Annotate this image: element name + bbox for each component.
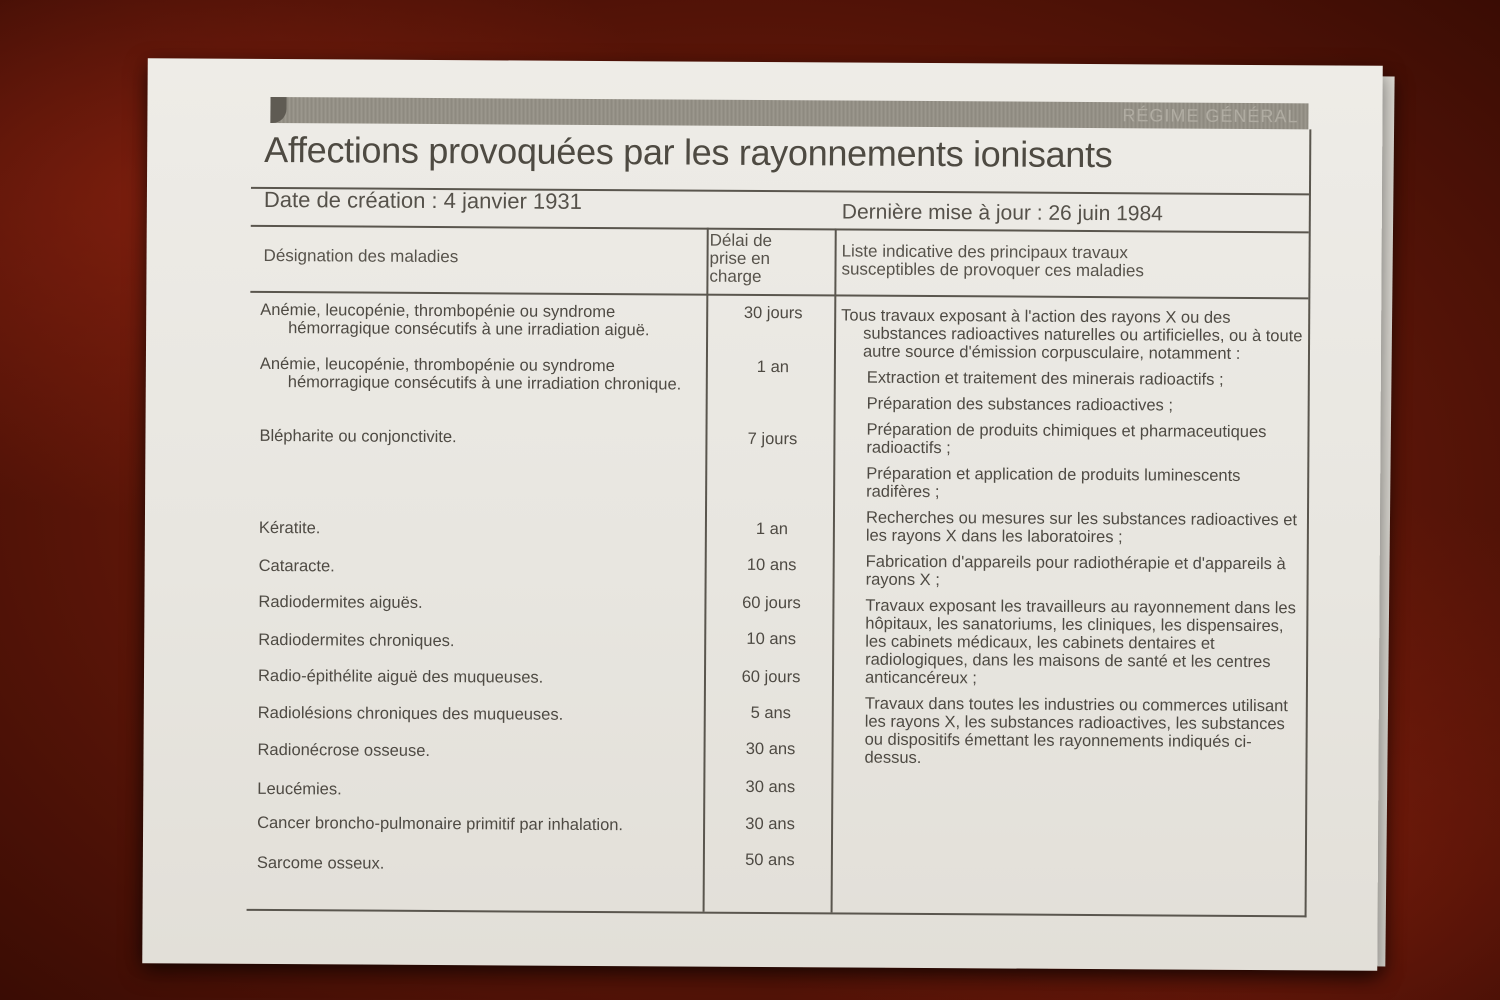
column-header-works: Liste indicative des principaux travaux susceptibles de provoquer ces maladies (841, 241, 1144, 281)
column-header-delay: Délai de prise en charge (709, 230, 773, 286)
disease-name: Cataracte. (258, 556, 335, 576)
works-item: Préparation et application de produits luminescents radifères ; (866, 464, 1241, 502)
disease-name: Radionécrose osseuse. (257, 740, 431, 760)
delay-value: 7 jours (747, 429, 798, 449)
works-item: Fabrication d'appareils pour radiothérapie et d'appareils à rayons X ; (865, 552, 1286, 590)
disease-name: Radio-épithélite aiguë des muqueuses. (257, 666, 544, 687)
delay-value: 1 an (755, 519, 789, 539)
disease-row (255, 780, 695, 801)
disease-row (257, 519, 697, 540)
disease-name: Radiodermites chroniques. (258, 630, 455, 651)
disease-name: Sarcome osseux. (256, 853, 385, 873)
works-list (838, 368, 1302, 769)
regime-label: RÉGIME GÉNÉRAL (1122, 105, 1299, 127)
disease-name: Anémie, leucopénie, thrombopénie ou syndrome hémorragique consécutifs à une irradiation chronique. (259, 354, 682, 394)
column-header-diseases: Désignation des maladies (263, 245, 459, 267)
disease-name: Kératite. (258, 518, 321, 538)
disease-row (255, 741, 695, 762)
creation-date: Date de création : 4 janvier 1931 (263, 186, 582, 214)
works-column (838, 306, 1303, 777)
disease-name: Leucémies. (257, 779, 342, 799)
works-item: Extraction et traitement des minerais radioactifs ; (866, 368, 1224, 389)
delay-value: 60 jours (742, 593, 801, 613)
delay-value: 50 ans (745, 850, 795, 870)
delay-value: 30 jours (743, 303, 803, 323)
disease-row (256, 593, 696, 614)
delay-value: 10 ans (746, 555, 797, 575)
disease-name: Cancer broncho-pulmonaire primitif par inhalation. (257, 813, 624, 835)
disease-row (257, 427, 697, 448)
disease-row (258, 355, 698, 394)
disease-row (255, 854, 695, 875)
disease-name: Radiodermites aiguës. (258, 592, 423, 612)
update-date: Dernière mise à jour : 26 juin 1984 (841, 200, 1163, 226)
disease-name: Radiolésions chroniques des muqueuses. (257, 703, 564, 724)
document-page (142, 58, 1383, 971)
works-item: Préparation de produits chimiques et pharmaceutiques radioactifs ; (866, 420, 1267, 458)
disease-row (257, 557, 697, 578)
disease-row (258, 301, 698, 340)
works-item: Travaux exposant les travailleurs au rayonnement dans les hôpitaux, les sanatoriums, les cliniques, les dispensaires, les cabinets médicaux, les cabinets dentaires et radiologiques, dans les maisons de santé et les centres anticancéreux ; (864, 596, 1296, 688)
band-cap (270, 97, 286, 123)
works-intro: Tous travaux exposant à l'action des rayons X ou des substances radioactives naturelles ou artificielles, ou à toute autre source d'émission corpusculaire, notamment : (841, 306, 1303, 363)
disease-row (256, 704, 696, 725)
delay-value: 30 ans (745, 814, 795, 834)
works-item: Travaux dans toutes les industries ou commerces utilisant les rayons X, les substances radioactives, les substances ou dispositifs émettant les rayonnements indiqués ci-dessus. (864, 694, 1288, 767)
delay-value: 5 ans (750, 703, 792, 723)
delay-value: 1 an (756, 357, 790, 377)
disease-row (255, 814, 695, 835)
works-item: Recherches ou mesures sur les substances radioactives et les rayons X dans les laboratoires ; (865, 508, 1298, 547)
disease-name: Blépharite ou conjonctivite. (259, 426, 457, 447)
disease-name: Anémie, leucopénie, thrombopénie ou syndrome hémorragique consécutifs à une irradiation aiguë. (260, 300, 650, 340)
delay-value: 30 ans (745, 777, 796, 797)
works-item: Préparation des substances radioactives ; (866, 394, 1174, 415)
page-title: Affections provoquées par les rayonnements ionisants (264, 128, 1113, 176)
delay-value: 10 ans (746, 629, 797, 649)
delay-list (711, 303, 835, 870)
delay-value: 60 jours (741, 667, 801, 687)
disease-row (256, 631, 696, 652)
disease-row (256, 667, 696, 688)
delay-value: 30 ans (745, 739, 796, 759)
